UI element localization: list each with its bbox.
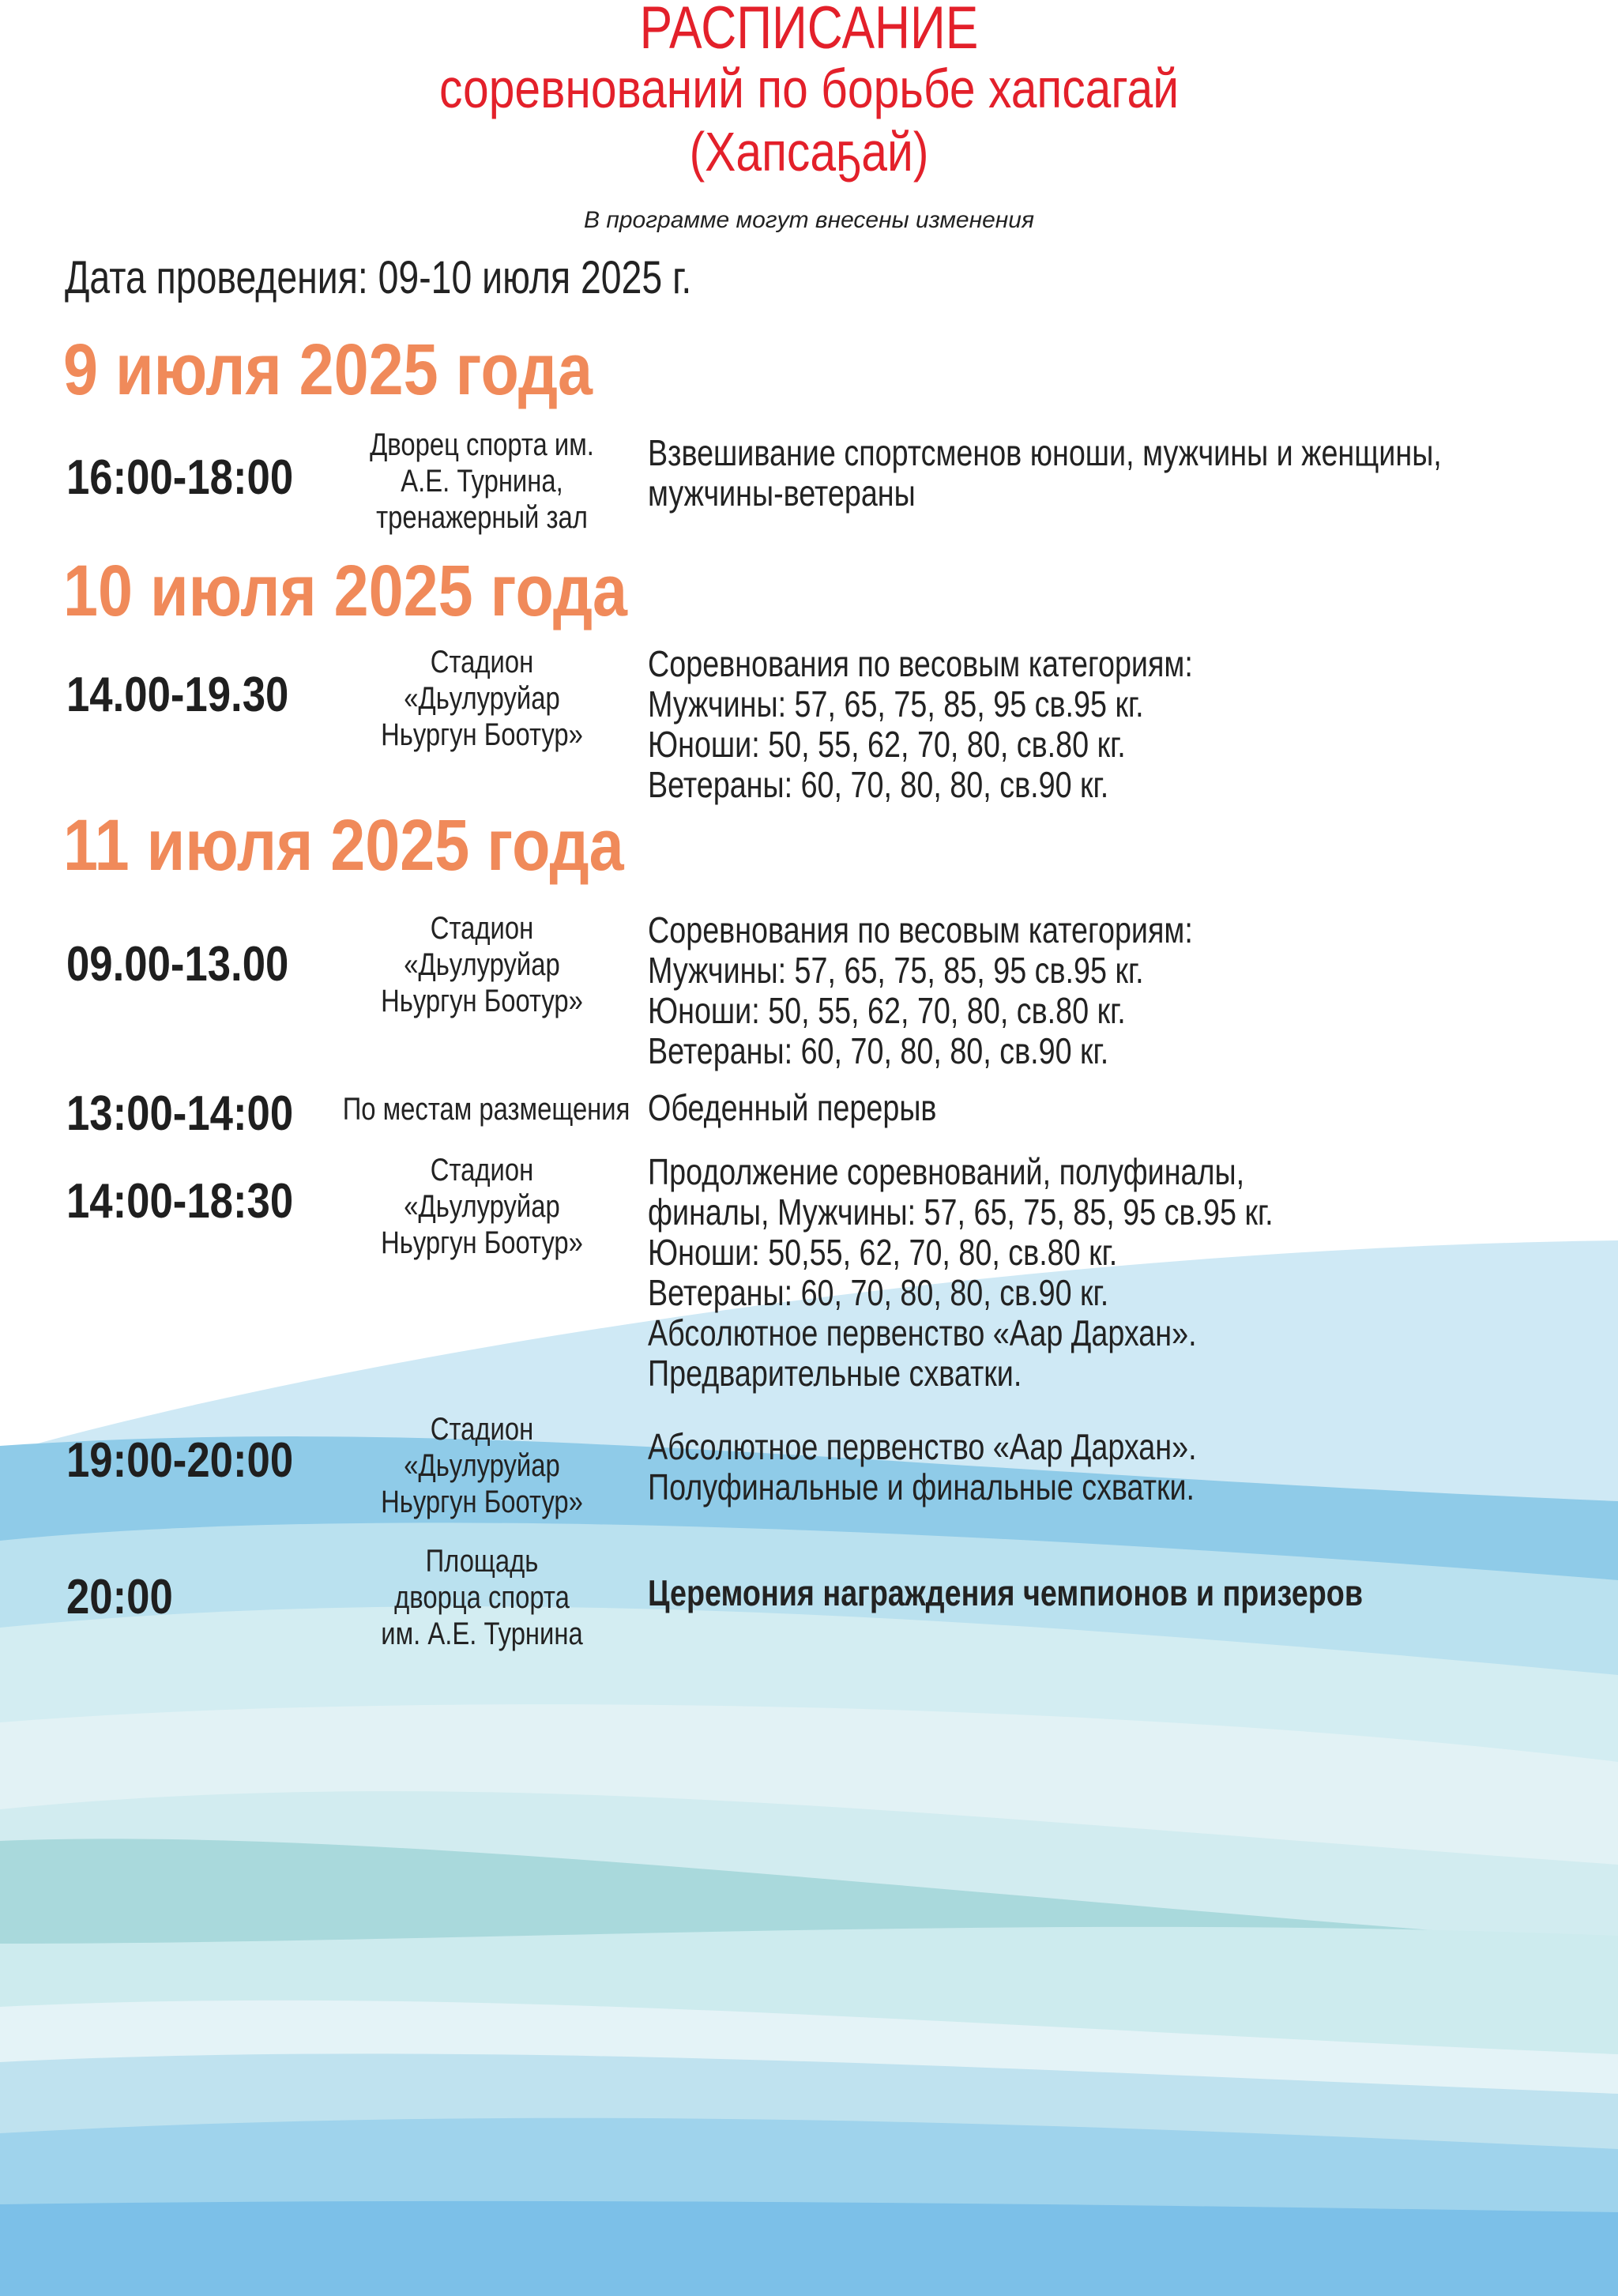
event-description bbox=[648, 433, 1442, 514]
event-time: 09.00-13.00 bbox=[66, 937, 289, 992]
place-line: Стадион bbox=[430, 1412, 534, 1447]
place-line: им. А.Е. Турнина bbox=[381, 1617, 583, 1651]
event-time: 14:00-18:30 bbox=[66, 1174, 294, 1229]
place-line: Стадион bbox=[430, 645, 534, 679]
event-time: 20:00 bbox=[66, 1570, 173, 1624]
description-line: мужчины-ветераны bbox=[648, 472, 916, 514]
place-line: Стадион bbox=[430, 911, 534, 946]
place-line: Дворец спорта им. bbox=[370, 427, 594, 462]
description-line: Мужчины: 57, 65, 75, 85, 95 св.95 кг. bbox=[648, 950, 1144, 991]
event-description bbox=[648, 1088, 936, 1128]
event-description bbox=[648, 910, 1193, 1071]
description-line: Соревнования по весовым категориям: bbox=[648, 643, 1193, 684]
description-line: Юноши: 50, 55, 62, 70, 80, св.80 кг. bbox=[648, 990, 1126, 1031]
event-place bbox=[342, 1091, 630, 1127]
description-line: Соревнования по весовым категориям: bbox=[648, 909, 1193, 950]
page-subtitle-native: (Хапсаҕай) bbox=[689, 121, 929, 183]
event-place bbox=[343, 427, 622, 536]
change-notice: В программе могут внесены изменения bbox=[584, 207, 1034, 233]
description-line: Продолжение соревнований, полуфиналы, bbox=[648, 1151, 1245, 1192]
day-heading-3: 11 июля 2025 года bbox=[63, 805, 624, 886]
page-subtitle: соревнований по борьбе хапсагай bbox=[438, 58, 1180, 119]
place-line: Площадь bbox=[425, 1544, 539, 1579]
event-time: 19:00-20:00 bbox=[66, 1433, 294, 1488]
description-line: Ветераны: 60, 70, 80, 80, св.90 кг. bbox=[648, 1030, 1109, 1071]
page-title: РАСПИСАНИЕ bbox=[639, 0, 979, 62]
event-description bbox=[648, 1152, 1274, 1394]
description-line: Мужчины: 57, 65, 75, 85, 95 св.95 кг. bbox=[648, 683, 1144, 725]
description-line: Ветераны: 60, 70, 80, 80, св.90 кг. bbox=[648, 1272, 1109, 1313]
event-description bbox=[648, 1427, 1197, 1507]
place-line: Стадион bbox=[430, 1153, 534, 1188]
event-time: 13:00-14:00 bbox=[66, 1086, 294, 1141]
place-line: «Дьулуруйар bbox=[404, 947, 560, 982]
place-line: Ньургун Боотур» bbox=[381, 1225, 583, 1260]
event-place bbox=[343, 1152, 622, 1261]
event-description bbox=[648, 1573, 1363, 1613]
event-place bbox=[343, 644, 622, 753]
description-line: Юноши: 50, 55, 62, 70, 80, св.80 кг. bbox=[648, 724, 1126, 765]
place-line: Ньургун Боотур» bbox=[381, 1485, 583, 1519]
description-line: Церемония награждения чемпионов и призеров bbox=[648, 1572, 1364, 1613]
place-line: А.Е. Турнина, bbox=[401, 464, 563, 499]
place-line: «Дьулуруйар bbox=[404, 1448, 560, 1483]
event-description bbox=[648, 644, 1193, 805]
description-line: Абсолютное первенство «Аар Дархан». bbox=[648, 1312, 1197, 1353]
description-line: Ветераны: 60, 70, 80, 80, св.90 кг. bbox=[648, 764, 1109, 805]
event-place bbox=[343, 1543, 622, 1652]
place-line: Ньургун Боотур» bbox=[381, 984, 583, 1018]
place-line: «Дьулуруйар bbox=[404, 681, 560, 716]
description-line: Обеденный перерыв bbox=[648, 1087, 937, 1128]
event-time: 16:00-18:00 bbox=[66, 450, 294, 505]
place-line: Ньургун Боотур» bbox=[381, 717, 583, 752]
day-heading-1: 9 июля 2025 года bbox=[63, 329, 593, 410]
description-line: Полуфинальные и финальные схватки. bbox=[648, 1466, 1195, 1507]
description-line: Взвешивание спортсменов юноши, мужчины и женщины, bbox=[648, 432, 1442, 473]
event-time: 14.00-19.30 bbox=[66, 668, 289, 722]
place-line: тренажерный зал bbox=[376, 500, 588, 535]
description-line: финалы, Мужчины: 57, 65, 75, 85, 95 св.95 кг. bbox=[648, 1191, 1274, 1233]
description-line: Абсолютное первенство «Аар Дархан». bbox=[648, 1426, 1197, 1467]
day-heading-2: 10 июля 2025 года bbox=[63, 551, 628, 631]
place-line: По местам размещения bbox=[342, 1092, 630, 1127]
description-line: Юноши: 50,55, 62, 70, 80, св.80 кг. bbox=[648, 1232, 1118, 1273]
place-line: «Дьулуруйар bbox=[404, 1189, 560, 1224]
event-dates: Дата проведения: 09-10 июля 2025 г. bbox=[65, 252, 692, 303]
place-line: дворца спорта bbox=[394, 1580, 570, 1615]
description-line: Предварительные схватки. bbox=[648, 1353, 1022, 1394]
header bbox=[0, 0, 1618, 234]
event-place bbox=[343, 1411, 622, 1520]
event-place bbox=[343, 910, 622, 1019]
